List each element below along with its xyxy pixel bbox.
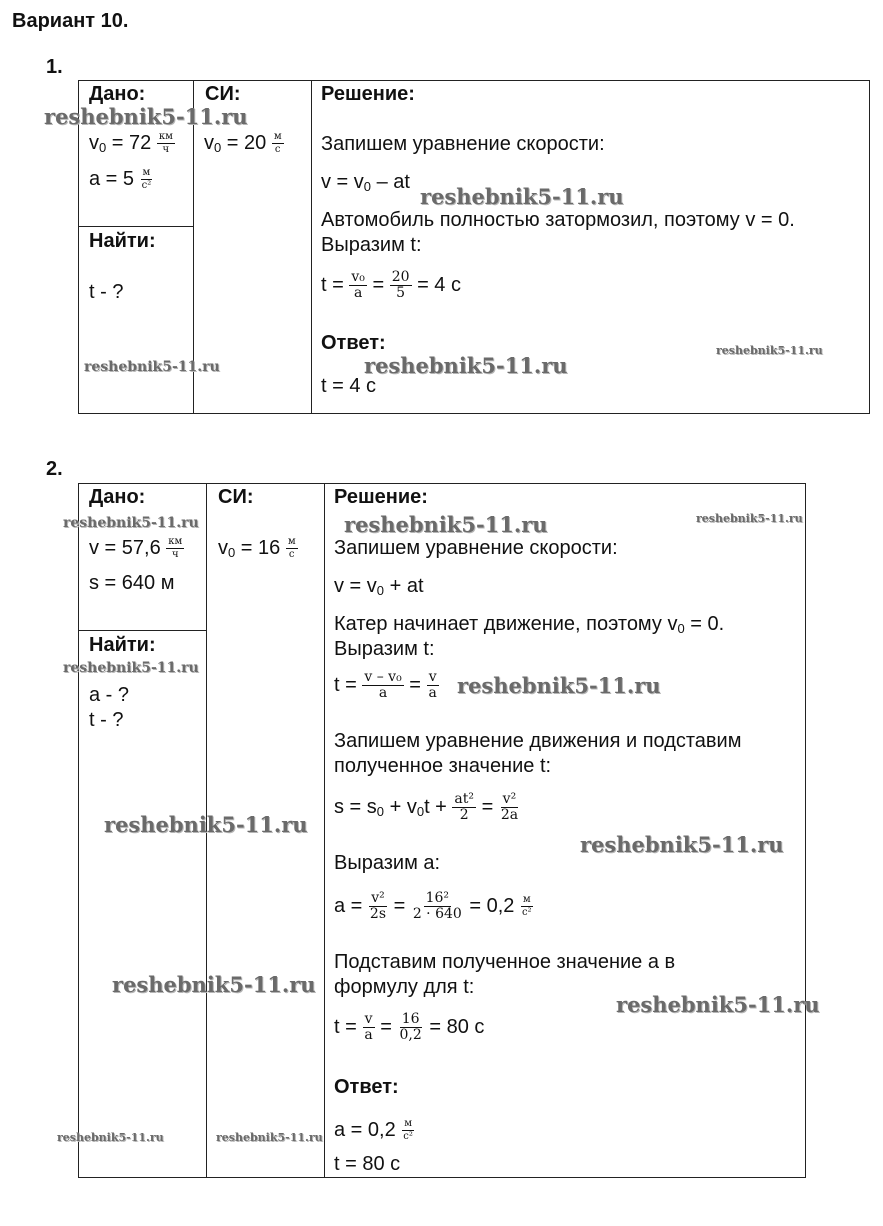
problem-2-divider-find — [78, 630, 206, 631]
problem-2-divider-si — [324, 483, 325, 1177]
problem-2-line-7a: Подставим полученное значение a в — [334, 951, 676, 973]
watermark: reshebnik5-11.ru — [716, 344, 823, 357]
problem-2-formula-s: $s = s_0 + v_0t$ + $\frac{\text{at²}}{2}$ = $\frac{\text{v²}}{2a}$ — [334, 791, 519, 823]
problem-1-line-3: Автомобиль полностью затормозил, поэтому v = 0. — [321, 209, 795, 231]
problem-1-formula-t: t = $\frac{\text{v₀}}{a}$ = $\frac{20}{5}$ = 4 с — [321, 269, 461, 301]
watermark: reshebnik5-11.ru — [57, 1131, 164, 1144]
problem-1-line-1: Запишем уравнение скорости: — [321, 133, 605, 155]
problem-1-si-v0: $v_0 = 20$ $\frac{м}{с}$ — [204, 131, 282, 155]
watermark: reshebnik5-11.ru — [616, 992, 820, 1017]
watermark: reshebnik5-11.ru — [112, 972, 316, 997]
problem-2-answer-label: Ответ: — [334, 1076, 399, 1098]
problem-2-si-label: СИ: — [218, 486, 254, 508]
problem-1-answer: t = 4 с — [321, 375, 377, 397]
page-title: Вариант 10. — [12, 10, 129, 32]
problem-2-line-4: Выразим t: — [334, 638, 435, 660]
problem-2-line-7b: формулу для t: — [334, 976, 475, 998]
watermark: reshebnik5-11.ru — [344, 512, 548, 537]
problem-1-line-2: $v = v_0$ – at — [321, 171, 410, 194]
watermark: reshebnik5-11.ru — [216, 1131, 323, 1144]
problem-2-answer-t: t = 80 с — [334, 1153, 401, 1175]
problem-1-number: 1. — [46, 56, 63, 78]
problem-2-line-2: $v = v_0$ + at — [334, 575, 424, 598]
problem-2-formula-t2: t = $\frac{v}{a}$ = $\frac{16}{0,2}$ = 80 с — [334, 1011, 485, 1043]
watermark: reshebnik5-11.ru — [104, 812, 308, 837]
problem-2-line-6: Выразим a: — [334, 852, 441, 874]
watermark: reshebnik5-11.ru — [84, 359, 220, 375]
problem-1-divider-find — [78, 226, 193, 227]
watermark: reshebnik5-11.ru — [63, 660, 199, 676]
watermark: reshebnik5-11.ru — [364, 353, 568, 378]
problem-2-number: 2. — [46, 458, 63, 480]
problem-1-find-label: Найти: — [89, 230, 156, 252]
watermark: reshebnik5-11.ru — [63, 515, 199, 531]
problem-2-line-1: Запишем уравнение скорости: — [334, 537, 618, 559]
problem-2-find-a: a - ? — [89, 684, 130, 706]
problem-1-divider-si — [311, 80, 312, 413]
problem-1-find-t: t - ? — [89, 281, 124, 303]
watermark: reshebnik5-11.ru — [580, 832, 784, 857]
problem-1-solution-label: Решение: — [321, 83, 415, 105]
problem-2-line-3: Катер начинает движение, поэтому $v_0 = 0$. — [334, 613, 725, 636]
problem-2-given-v: v = 57,6 $\frac{км}{ч}$ — [89, 536, 183, 560]
problem-2-solution-label: Решение: — [334, 486, 428, 508]
problem-2-answer-a: a = 0,2 $\frac{м}{\text{с²}}$ — [334, 1118, 413, 1142]
problem-2-given-label: Дано: — [89, 486, 146, 508]
watermark: reshebnik5-11.ru — [420, 184, 624, 209]
problem-1-given-a: a = 5 $\frac{м}{\text{с²}}$ — [89, 167, 152, 191]
watermark: reshebnik5-11.ru — [457, 673, 661, 698]
watermark: reshebnik5-11.ru — [44, 104, 248, 129]
problem-2-formula-a: a = $\frac{\text{v²}}{2s}$ = $\frac{\text{16²}}{2 \cdot 640}$ = 0,2 $\frac{м}{\text{с²}}$ — [334, 890, 532, 922]
problem-2-find-label: Найти: — [89, 634, 156, 656]
problem-2-si-v0: $v_0 = 16$ $\frac{м}{с}$ — [218, 536, 296, 560]
problem-1-si-label: СИ: — [205, 83, 241, 105]
problem-1-given-label: Дано: — [89, 83, 146, 105]
problem-2-given-s: s = 640 м — [89, 572, 175, 594]
problem-1-given-v0: $v_0 = 72$ $\frac{км}{ч}$ — [89, 131, 173, 155]
problem-1-answer-label: Ответ: — [321, 332, 386, 354]
problem-1-line-4: Выразим t: — [321, 234, 422, 256]
watermark: reshebnik5-11.ru — [696, 512, 803, 525]
problem-2-line-5a: Запишем уравнение движения и подставим — [334, 730, 742, 752]
problem-2-line-5b: полученное значение t: — [334, 755, 552, 777]
problem-2-find-t: t - ? — [89, 709, 124, 731]
problem-2-formula-t: t = $\frac{\text{v – v₀}}{a}$ = $\frac{v}{a}$ — [334, 669, 437, 701]
